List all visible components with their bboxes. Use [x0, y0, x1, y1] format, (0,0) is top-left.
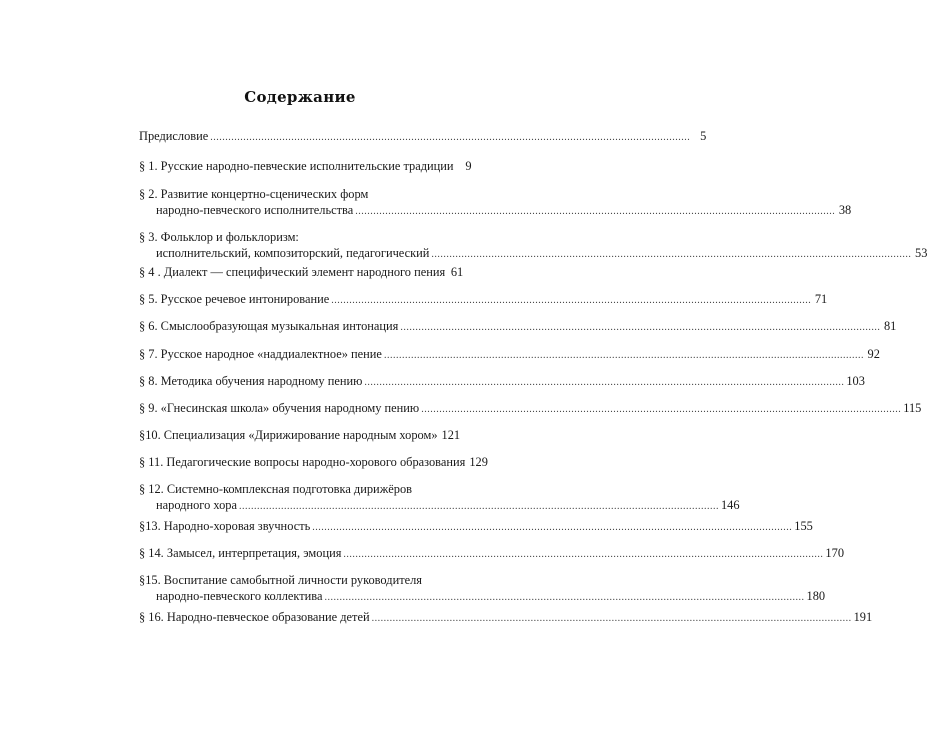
toc-entry-title: § 14. Замысел, интерпретация, эмоция: [139, 546, 342, 560]
toc-entry: [139, 186, 852, 220]
toc-page-number: 38: [838, 203, 852, 217]
toc-page-number: 115: [903, 401, 922, 415]
toc-entry-title-continued: народного хора: [156, 498, 237, 512]
toc-entry: [139, 400, 922, 418]
toc-page-number: 71: [814, 292, 828, 306]
toc-entry: [139, 454, 488, 472]
toc-entry-title: § 2. Развитие концертно-сценических форм: [139, 187, 369, 201]
toc-entry: [139, 128, 707, 146]
toc-entry: [139, 346, 880, 364]
dot-leader: ................................................................................................................................................................: [343, 549, 824, 560]
toc-entry-title: § 1. Русские народно-певческие исполнительские традиции: [139, 159, 454, 173]
toc-entry: [139, 229, 927, 263]
toc-entry: [139, 545, 845, 563]
toc-page-number: 155: [794, 519, 813, 533]
toc-entry: [139, 609, 873, 627]
toc-entry-title: §15. Воспитание самобытной личности руководителя: [139, 573, 422, 587]
toc-entry: [139, 158, 472, 176]
toc-page-number: 180: [806, 589, 826, 603]
toc-entry: [139, 481, 740, 515]
toc-entry-title: § 5. Русское речевое интонирование: [139, 292, 330, 306]
toc-page-number: 61: [450, 265, 464, 279]
toc-page-number: 81: [883, 319, 897, 333]
dot-leader: ................................................................................................................................................................: [355, 206, 836, 217]
toc-entry: [139, 373, 865, 391]
toc-entry-title: § 6. Смыслообразующая музыкальная интонация: [139, 319, 399, 333]
dot-leader: ................................................................................................................................................................: [364, 377, 845, 388]
toc-entry-title: § 7. Русское народное «наддиалектное» пение: [139, 347, 382, 361]
toc-page-number: 53: [915, 246, 927, 260]
toc-entry: [139, 318, 897, 336]
page-title: Содержание: [244, 88, 356, 106]
toc-entry: [139, 291, 828, 309]
toc-entry-title: § 4 . Диалект — специфический элемент народного пения: [139, 265, 446, 279]
toc-page-number: 92: [867, 347, 880, 361]
toc-entry-title: § 16. Народно-певческое образование детей: [139, 610, 370, 624]
toc-entry-title: §10. Специализация «Дирижирование народным хором»: [139, 428, 438, 442]
toc-entry-title: § 8. Методика обучения народному пению: [139, 374, 363, 388]
toc-entry-title-continued: народно-певческого коллектива: [156, 589, 323, 603]
dot-leader: ................................................................................................................................................................: [383, 350, 864, 361]
toc-page-number: 103: [846, 374, 865, 388]
toc-entry-title: Предисловие: [139, 129, 209, 143]
dot-leader: ................................................................................................................................................................: [238, 501, 719, 512]
dot-leader: ................................................................................................................................................................: [324, 592, 805, 603]
toc-page-number: 191: [853, 610, 873, 624]
dot-leader: ................................................................................................................................................................: [331, 295, 812, 306]
toc-page-number: 5: [700, 129, 707, 143]
toc-entry: [139, 572, 826, 606]
toc-entry: [139, 264, 464, 282]
dot-leader: ................................................................................................................................................................: [312, 522, 793, 533]
toc-entry-title: § 9. «Гнесинская школа» обучения народному пению: [139, 401, 420, 415]
toc-entry-title: § 11. Педагогические вопросы народно-хорового образования: [139, 455, 466, 469]
dot-leader: ................................................................................................................................................................: [431, 249, 912, 260]
toc-entry-title: § 12. Системно-комплексная подготовка дирижёров: [139, 482, 412, 496]
toc-page-number: 146: [720, 498, 740, 512]
dot-leader: ................................................................................................................................................................: [421, 404, 902, 415]
toc-page-number: 121: [441, 428, 461, 442]
toc-entry-title: § 3. Фольклор и фольклоризм:: [139, 230, 299, 244]
dot-leader: ................................................................................................................................................................: [210, 132, 691, 143]
dot-leader: ................................................................................................................................................................: [400, 322, 881, 333]
toc-page-number: 9: [465, 159, 472, 173]
toc-entry-title-continued: исполнительский, композиторский, педагогический: [156, 246, 430, 260]
toc-entry: [139, 518, 813, 536]
dot-leader: ................................................................................................................................................................: [371, 613, 852, 624]
toc-entry-title: §13. Народно-хоровая звучность: [139, 519, 311, 533]
toc-page-number: 170: [825, 546, 845, 560]
toc-entry: [139, 427, 459, 445]
toc-entry-title-continued: народно-певческого исполнительства: [156, 203, 354, 217]
table-of-contents: [139, 128, 927, 624]
toc-page-number: 129: [469, 455, 488, 469]
